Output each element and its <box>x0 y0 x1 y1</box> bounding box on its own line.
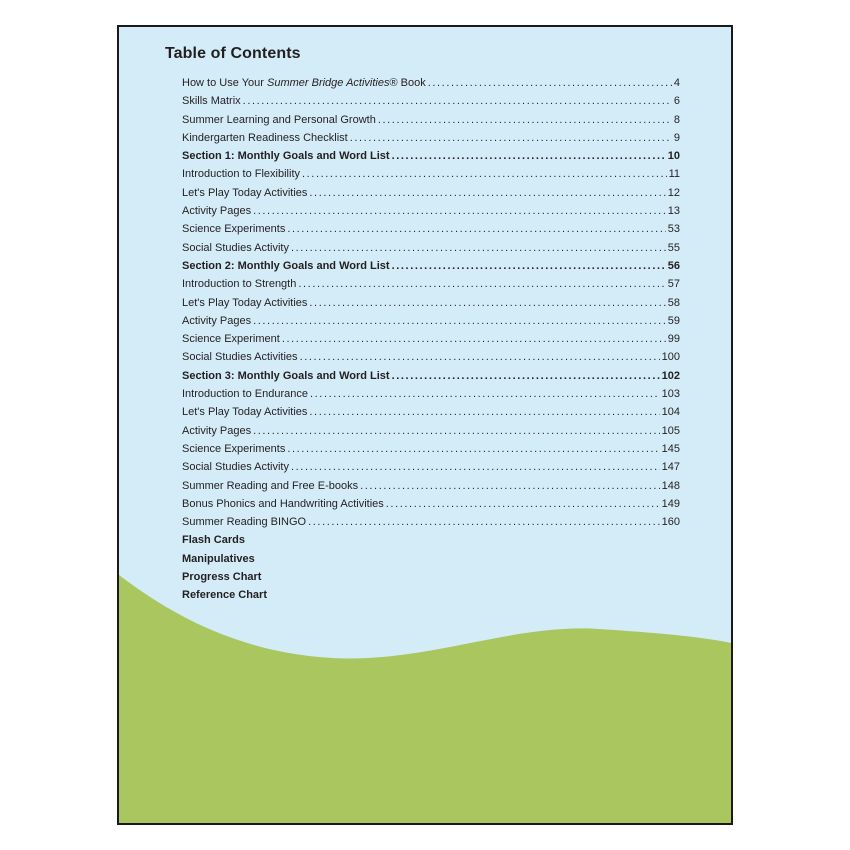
toc-entry-title <box>182 297 307 309</box>
toc-dot-leader <box>350 132 672 144</box>
toc-entry-page-number: 55 <box>667 241 680 254</box>
toc-entry <box>182 461 680 479</box>
toc-entry <box>182 95 680 113</box>
toc-dot-leader <box>392 260 666 272</box>
toc-dot-leader <box>287 223 665 235</box>
toc-dot-leader <box>309 187 665 199</box>
toc-entry-title-pre: Social Studies Activities <box>182 351 298 364</box>
toc-entry <box>182 278 680 296</box>
toc-entry <box>182 205 680 223</box>
toc-entry-page-number: 148 <box>661 479 680 492</box>
toc-entry-title <box>182 498 384 510</box>
toc-dot-leader <box>392 370 660 382</box>
toc-entry-title <box>182 425 251 437</box>
toc-entry-title <box>182 461 289 473</box>
toc-entry-title-pre: Introduction to Flexibility <box>182 168 300 181</box>
toc-entry-page-number: 6 <box>673 95 680 108</box>
toc-dot-leader <box>282 333 666 345</box>
toc-entry-page-number: 145 <box>661 442 680 455</box>
toc-entry-page-number: 57 <box>667 278 680 291</box>
toc-entry-page-number: 104 <box>661 406 680 419</box>
toc-entry-title <box>182 589 267 601</box>
toc-entry-page-number: 102 <box>661 369 680 382</box>
toc-dot-leader <box>428 77 672 89</box>
toc-entry <box>182 388 680 406</box>
toc-entry-page-number: 9 <box>673 131 680 144</box>
toc-entry-title-pre: Let's Play Today Activities <box>182 186 308 199</box>
toc-entry-title-pre: Section 1: Monthly Goals and Word List <box>182 150 390 163</box>
toc-entry <box>182 425 680 443</box>
toc-entry <box>182 315 680 333</box>
toc-dot-leader <box>309 297 665 309</box>
toc-entry <box>182 534 680 552</box>
toc-entry-title-pre: Let's Play Today Activities <box>182 406 308 419</box>
toc-entry-page-number: 105 <box>661 424 680 437</box>
toc-entry-title <box>182 132 348 144</box>
toc-entry-title-pre: Section 3: Monthly Goals and Word List <box>182 369 390 382</box>
toc-dot-leader <box>291 461 660 473</box>
toc-entry-page-number: 103 <box>661 388 680 401</box>
toc-entry-title <box>182 443 285 455</box>
toc-entry-title-pre: Activity Pages <box>182 205 252 218</box>
toc-entry <box>182 406 680 424</box>
toc-entry-page-number: 56 <box>667 259 680 272</box>
toc-entry <box>182 351 680 369</box>
toc-entry-title <box>182 278 296 290</box>
toc-dot-leader <box>386 498 660 510</box>
toc-entry <box>182 370 680 388</box>
toc-dot-leader <box>243 95 672 107</box>
toc-entry-title-pre: Social Studies Activity <box>182 461 289 474</box>
toc-entry-page-number: 12 <box>667 186 680 199</box>
toc-entry-page-number: 10 <box>667 150 680 163</box>
toc-entry <box>182 571 680 589</box>
toc-entry-title-pre: Summer Reading BINGO <box>182 516 307 529</box>
toc-entry-title <box>182 406 307 418</box>
toc-entry-title-pre: Let's Play Today Activities <box>182 296 308 309</box>
toc-entry-page-number: 53 <box>667 223 680 236</box>
toc-entry <box>182 223 680 241</box>
toc-dot-leader <box>253 205 666 217</box>
toc-dot-leader <box>308 516 660 528</box>
toc-entry-title-pre: Section 2: Monthly Goals and Word List <box>182 259 390 272</box>
toc-entry-page-number: 13 <box>667 205 680 218</box>
toc-entry-title <box>182 260 390 272</box>
toc-entry <box>182 480 680 498</box>
toc-entry-title <box>182 480 358 492</box>
toc-entry-title-post: ® Book <box>389 77 426 89</box>
toc-entry-title <box>182 516 306 528</box>
toc-dot-leader <box>253 425 660 437</box>
toc-entry <box>182 589 680 607</box>
toc-entry <box>182 333 680 351</box>
toc-dot-leader <box>253 315 666 327</box>
toc-entry <box>182 187 680 205</box>
toc-entry-page-number: 160 <box>661 516 680 529</box>
toc-dot-leader <box>298 278 665 290</box>
toc-entry-title <box>182 351 298 363</box>
toc-entry-title <box>182 114 376 126</box>
toc-entry-title <box>182 95 241 107</box>
toc-entry-title-pre: Activity Pages <box>182 424 252 437</box>
toc-entry-page-number: 100 <box>661 351 680 364</box>
toc-entry-title-pre: Skills Matrix <box>182 95 241 108</box>
toc-entry-title <box>182 187 307 199</box>
toc-entry <box>182 297 680 315</box>
toc-entry-title-pre: Bonus Phonics and Handwriting Activities <box>182 497 384 510</box>
toc-entry <box>182 443 680 461</box>
toc-dot-leader <box>302 168 667 180</box>
toc-entry-title <box>182 150 390 162</box>
toc-entry-title-pre: Science Experiments <box>182 223 286 236</box>
toc-entry-page-number: 59 <box>667 314 680 327</box>
toc-entry-title <box>182 553 255 565</box>
toc-entry-page-number: 149 <box>661 497 680 510</box>
toc-entry-title <box>182 571 261 583</box>
toc-entry <box>182 150 680 168</box>
toc-entry <box>182 516 680 534</box>
toc-entry-title <box>182 370 390 382</box>
toc-entry <box>182 260 680 278</box>
toc-entry-page-number: 4 <box>673 77 680 89</box>
toc-entry-title <box>182 205 251 217</box>
toc-dot-leader <box>310 388 660 400</box>
toc-entry-title <box>182 77 426 89</box>
toc-entry-title-pre: How to Use Your <box>182 77 267 89</box>
toc-entry <box>182 553 680 571</box>
toc-dot-leader <box>360 480 660 492</box>
toc-entry <box>182 168 680 186</box>
toc-dot-leader <box>309 406 659 418</box>
toc-dot-leader <box>392 150 666 162</box>
toc-dot-leader <box>378 114 672 126</box>
toc-entry-page-number: 99 <box>667 333 680 346</box>
toc-entry-title-pre: Introduction to Strength <box>182 278 297 291</box>
toc-entry-title-italic: Summer Bridge Activities <box>267 77 390 89</box>
page-title: Table of Contents <box>165 45 301 62</box>
toc-entry-title-pre: Summer Learning and Personal Growth <box>182 113 376 126</box>
toc-entry <box>182 132 680 150</box>
toc-entry-title <box>182 534 245 546</box>
toc-entry <box>182 114 680 132</box>
toc-entry-page-number: 11 <box>668 168 680 181</box>
toc-dot-leader <box>300 351 660 363</box>
toc-dot-leader <box>287 443 659 455</box>
toc-entry-title-pre: Science Experiments <box>182 442 286 455</box>
toc-entry-title-pre: Science Experiment <box>182 333 280 346</box>
green-hill-shape <box>119 575 731 823</box>
toc-entry <box>182 242 680 260</box>
toc-entry-title-pre: Kindergarten Readiness Checklist <box>182 131 348 144</box>
toc-entry-page-number: 58 <box>667 296 680 309</box>
toc-entry-title-pre: Flash Cards <box>182 534 245 547</box>
document-page <box>117 25 733 825</box>
toc-entry-title <box>182 315 251 327</box>
toc-entry-title <box>182 388 308 400</box>
toc-entry-title <box>182 223 285 235</box>
toc-entry-title-pre: Reference Chart <box>182 589 267 602</box>
toc-entry-title-pre: Activity Pages <box>182 314 252 327</box>
toc-entry-title <box>182 168 300 180</box>
table-of-contents <box>182 77 680 608</box>
toc-entry-title <box>182 242 289 254</box>
toc-entry-title-pre: Social Studies Activity <box>182 241 289 254</box>
toc-entry-title-pre: Manipulatives <box>182 552 255 565</box>
toc-entry-page-number: 147 <box>661 461 680 474</box>
toc-entry-title-pre: Introduction to Endurance <box>182 388 308 401</box>
toc-entry <box>182 498 680 516</box>
toc-dot-leader <box>291 242 666 254</box>
toc-entry-title <box>182 333 280 345</box>
toc-entry <box>182 77 680 95</box>
toc-entry-title-pre: Summer Reading and Free E-books <box>182 479 359 492</box>
toc-entry-page-number: 8 <box>673 113 680 126</box>
toc-entry-title-pre: Progress Chart <box>182 571 262 584</box>
